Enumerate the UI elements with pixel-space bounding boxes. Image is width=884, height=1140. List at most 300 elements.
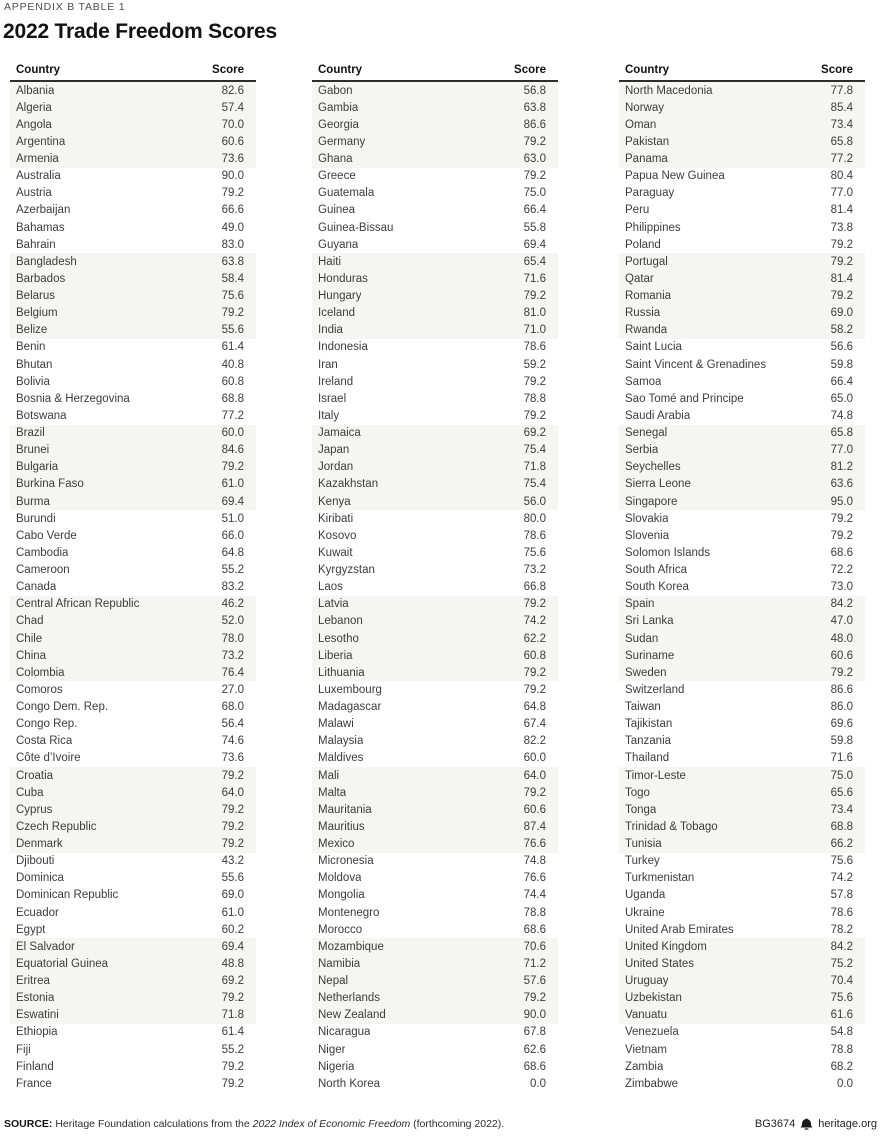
table-row [619,442,865,459]
country-cell: Ghana [318,153,353,166]
country-cell: Lithuania [318,666,365,679]
score-cell: 51.0 [221,512,244,525]
country-cell: Maldives [318,752,364,765]
table-rows [312,82,558,1092]
country-cell: Bosnia & Herzegovina [16,392,130,405]
table-row [619,407,865,424]
table-row [10,887,256,904]
table-row [312,562,558,579]
score-cell: 49.0 [221,221,244,234]
country-cell: Suriname [625,649,675,662]
country-cell: Zimbabwe [625,1077,679,1090]
score-cell: 64.0 [523,769,546,782]
table-row [312,887,558,904]
score-cell: 77.2 [830,153,853,166]
table-row [312,168,558,185]
country-cell: Bolivia [16,375,50,388]
appendix-label: APPENDIX B TABLE 1 [4,1,126,13]
table-row [619,527,865,544]
score-cell: 68.2 [830,1060,853,1073]
country-cell: Bahamas [16,221,65,234]
table-row [312,579,558,596]
country-cell: Turkey [625,855,660,868]
score-cell: 79.2 [221,1077,244,1090]
table-row [10,253,256,270]
country-cell: Kazakhstan [318,478,379,491]
table-row [619,562,865,579]
country-cell: Ireland [318,375,354,388]
country-cell: Cuba [16,786,44,799]
table-row [619,1075,865,1092]
source-note [4,1118,504,1130]
score-cell: 55.2 [221,564,244,577]
country-cell: Mongolia [318,889,365,902]
country-cell: Uganda [625,889,666,902]
score-cell: 60.0 [221,427,244,440]
table-row [10,82,256,99]
score-cell: 79.2 [221,1060,244,1073]
table-row [619,699,865,716]
table-row [10,99,256,116]
score-cell: 74.2 [830,872,853,885]
table-row [312,390,558,407]
score-cell: 57.6 [523,975,546,988]
table-row [312,733,558,750]
country-header: Country [625,64,670,76]
country-cell: Taiwan [625,701,661,714]
country-cell: Argentina [16,135,66,148]
score-cell: 56.0 [523,495,546,508]
table-row [312,99,558,116]
country-cell: Norway [625,101,664,114]
table-row [10,973,256,990]
country-cell: Togo [625,786,650,799]
country-cell: Mauritania [318,803,372,816]
score-cell: 84.2 [830,940,853,953]
table-row [312,133,558,150]
table-row [619,681,865,698]
table-row [312,185,558,202]
table-row [619,664,865,681]
score-cell: 69.4 [221,940,244,953]
table-row [10,133,256,150]
country-cell: United States [625,957,695,970]
score-cell: 75.6 [221,290,244,303]
table-row [619,630,865,647]
table-row [312,544,558,561]
score-cell: 58.4 [221,272,244,285]
score-cell: 82.6 [221,84,244,97]
country-cell: Papua New Guinea [625,170,725,183]
country-cell: Nigeria [318,1060,355,1073]
score-cell: 55.6 [221,872,244,885]
table-row [619,356,865,373]
country-cell: Guyana [318,238,359,251]
country-cell: Czech Republic [16,820,97,833]
table-row [619,904,865,921]
table-row [312,151,558,168]
country-cell: Central African Republic [16,598,140,611]
country-cell: Italy [318,409,340,422]
table-row [619,305,865,322]
country-cell: Solomon Islands [625,546,711,559]
score-cell: 63.0 [523,153,546,166]
country-cell: Fiji [16,1043,31,1056]
score-cell: 78.2 [830,923,853,936]
country-cell: Seychelles [625,461,681,474]
country-cell: Slovakia [625,512,669,525]
table-row [10,613,256,630]
score-cell: 61.4 [221,341,244,354]
country-cell: Congo Dem. Rep. [16,701,109,714]
country-cell: Lesotho [318,632,359,645]
table-row [312,305,558,322]
score-cell: 52.0 [221,615,244,628]
table-row [10,151,256,168]
score-cell: 66.0 [221,529,244,542]
country-cell: Qatar [625,272,654,285]
score-cell: 60.2 [221,923,244,936]
score-cell: 77.8 [830,84,853,97]
score-cell: 73.8 [830,221,853,234]
country-cell: Eritrea [16,975,50,988]
country-cell: Barbados [16,272,66,285]
score-cell: 77.2 [221,409,244,422]
table-row [10,339,256,356]
country-cell: Botswana [16,409,67,422]
score-cell: 78.6 [830,906,853,919]
source-label: SOURCE: [4,1118,53,1130]
score-cell: 66.2 [830,838,853,851]
score-cell: 71.8 [523,461,546,474]
country-cell: Djibouti [16,855,55,868]
score-cell: 79.2 [221,307,244,320]
country-cell: Mozambique [318,940,384,953]
country-cell: South Africa [625,564,688,577]
score-cell: 62.6 [523,1043,546,1056]
document-id: BG3674 [754,1118,796,1130]
table-column-3 [619,62,865,1092]
country-cell: Austria [16,187,52,200]
score-cell: 78.8 [830,1043,853,1056]
table-row [619,955,865,972]
score-cell: 75.6 [830,855,853,868]
site-url: heritage.org [818,1118,877,1130]
table-row [619,784,865,801]
country-cell: Guinea-Bissau [318,221,394,234]
country-cell: Tanzania [625,735,672,748]
table-row [312,801,558,818]
country-cell: Russia [625,307,661,320]
table-row [619,544,865,561]
table-row [619,973,865,990]
table-row [312,716,558,733]
score-cell: 95.0 [830,495,853,508]
score-cell: 48.0 [830,632,853,645]
score-cell: 57.8 [830,889,853,902]
country-cell: Montenegro [318,906,380,919]
country-cell: Albania [16,84,55,97]
country-cell: Honduras [318,272,368,285]
country-cell: Guatemala [318,187,375,200]
country-cell: Sudan [625,632,659,645]
score-cell: 79.2 [523,598,546,611]
table-row [619,836,865,853]
table-row [10,750,256,767]
table-row [10,716,256,733]
score-cell: 79.2 [523,290,546,303]
country-cell: Philippines [625,221,681,234]
country-cell: Mexico [318,838,355,851]
score-cell: 81.4 [830,204,853,217]
score-cell: 66.4 [523,204,546,217]
column-header-row [312,62,558,82]
score-cell: 70.4 [830,975,853,988]
table-row [10,407,256,424]
country-cell: Slovenia [625,529,670,542]
score-cell: 75.6 [830,992,853,1005]
table-row [10,870,256,887]
country-cell: Equatorial Guinea [16,957,109,970]
score-cell: 27.0 [221,683,244,696]
score-cell: 79.2 [523,135,546,148]
country-cell: Congo Rep. [16,718,78,731]
score-cell: 75.4 [523,478,546,491]
table-row [312,664,558,681]
score-cell: 71.6 [830,752,853,765]
table-row [312,356,558,373]
page-title: 2022 Trade Freedom Scores [3,20,277,43]
score-cell: 83.2 [221,581,244,594]
footer [4,1118,877,1130]
table-row [312,82,558,99]
country-cell: Morocco [318,923,363,936]
table-row [10,168,256,185]
score-cell: 68.6 [523,923,546,936]
country-cell: Saint Vincent & Grenadines [625,358,767,371]
score-cell: 63.8 [523,101,546,114]
table-row [619,647,865,664]
score-cell: 75.6 [523,546,546,559]
country-cell: Kyrgyzstan [318,564,375,577]
country-cell: Cambodia [16,546,69,559]
score-cell: 67.4 [523,718,546,731]
table-row [619,476,865,493]
country-header: Country [16,64,61,76]
country-cell: Brazil [16,427,45,440]
table-row [619,82,865,99]
score-cell: 90.0 [221,170,244,183]
table-row [312,476,558,493]
score-cell: 60.6 [221,135,244,148]
country-cell: Belarus [16,290,55,303]
table-row [619,168,865,185]
country-cell: Peru [625,204,650,217]
score-cell: 66.8 [523,581,546,594]
country-cell: Namibia [318,957,361,970]
country-cell: New Zealand [318,1009,386,1022]
table-row [312,836,558,853]
table-row [10,784,256,801]
table-row [10,579,256,596]
country-cell: South Korea [625,581,689,594]
country-cell: Colombia [16,666,65,679]
score-cell: 75.0 [830,769,853,782]
table-row [10,647,256,664]
country-cell: Benin [16,341,46,354]
table-row [619,733,865,750]
score-cell: 65.6 [830,786,853,799]
score-cell: 73.2 [523,564,546,577]
country-cell: Nepal [318,975,349,988]
table-row [312,955,558,972]
table-row [10,767,256,784]
table-row [312,647,558,664]
score-cell: 81.2 [830,461,853,474]
footer-branding [755,1118,877,1130]
score-cell: 59.2 [523,358,546,371]
table-row [619,853,865,870]
country-cell: Uzbekistan [625,992,682,1005]
score-cell: 74.2 [523,615,546,628]
country-cell: Costa Rica [16,735,73,748]
table-row [10,270,256,287]
table-row [312,1007,558,1024]
score-cell: 79.2 [523,666,546,679]
score-cell: 70.0 [221,118,244,131]
country-cell: Liberia [318,649,353,662]
score-cell: 90.0 [523,1009,546,1022]
table-row [619,990,865,1007]
country-cell: Burkina Faso [16,478,84,491]
country-cell: Japan [318,444,350,457]
table-row [312,202,558,219]
score-cell: 0.0 [837,1077,853,1090]
score-cell: 78.8 [523,392,546,405]
score-cell: 74.8 [523,855,546,868]
score-cell: 60.8 [523,649,546,662]
country-cell: Uruguay [625,975,669,988]
country-cell: Luxembourg [318,683,382,696]
country-cell: Trinidad & Tobago [625,820,718,833]
table-row [312,407,558,424]
table-row [312,938,558,955]
country-cell: Kenya [318,495,351,508]
table-row [10,185,256,202]
score-cell: 69.0 [221,889,244,902]
table-row [312,493,558,510]
country-cell: Madagascar [318,701,382,714]
country-cell: Greece [318,170,356,183]
score-cell: 63.8 [221,255,244,268]
score-cell: 69.2 [523,427,546,440]
score-cell: 64.8 [523,701,546,714]
table-row [312,973,558,990]
country-cell: United Kingdom [625,940,707,953]
score-cell: 73.2 [221,649,244,662]
country-cell: Kiribati [318,512,354,525]
table-row [10,801,256,818]
table-row [10,527,256,544]
country-cell: India [318,324,343,337]
score-cell: 79.2 [830,666,853,679]
table-row [619,1007,865,1024]
country-cell: Tonga [625,803,657,816]
score-header: Score [514,64,546,76]
score-cell: 59.8 [830,735,853,748]
table-row [619,288,865,305]
country-cell: Moldova [318,872,362,885]
table-row [312,990,558,1007]
score-cell: 86.6 [523,118,546,131]
country-cell: Armenia [16,153,59,166]
country-cell: Cyprus [16,803,53,816]
country-cell: Gabon [318,84,353,97]
table-row [619,493,865,510]
score-cell: 60.8 [221,375,244,388]
score-cell: 79.2 [830,255,853,268]
score-cell: 68.8 [830,820,853,833]
table-column-1 [10,62,256,1092]
score-cell: 84.6 [221,444,244,457]
country-cell: Haiti [318,255,342,268]
score-cell: 79.2 [221,838,244,851]
country-cell: Croatia [16,769,54,782]
country-cell: Egypt [16,923,46,936]
table-row [10,562,256,579]
table-row [10,1075,256,1092]
table-row [619,801,865,818]
country-cell: Bulgaria [16,461,59,474]
score-cell: 75.0 [523,187,546,200]
country-cell: Mauritius [318,820,365,833]
country-cell: North Macedonia [625,84,713,97]
country-cell: Ethiopia [16,1026,58,1039]
country-cell: Algeria [16,101,52,114]
table-row [10,322,256,339]
table-row [10,442,256,459]
score-cell: 0.0 [530,1077,546,1090]
table-row [312,219,558,236]
country-cell: Vanuatu [625,1009,667,1022]
country-cell: Venezuela [625,1026,679,1039]
score-cell: 69.4 [523,238,546,251]
table-row [619,253,865,270]
score-cell: 65.8 [830,135,853,148]
table-row [619,887,865,904]
country-cell: Portugal [625,255,668,268]
score-cell: 68.6 [830,546,853,559]
table-row [312,1041,558,1058]
table-row [10,390,256,407]
score-cell: 79.2 [221,820,244,833]
table-row [619,133,865,150]
table-row [312,288,558,305]
score-cell: 43.2 [221,855,244,868]
table-row [10,116,256,133]
table-row [10,288,256,305]
score-cell: 87.4 [523,820,546,833]
country-cell: Burma [16,495,50,508]
table-row [619,116,865,133]
table-row [619,1024,865,1041]
country-cell: Lebanon [318,615,363,628]
heritage-bell-icon [800,1118,813,1130]
country-cell: Micronesia [318,855,374,868]
score-cell: 72.2 [830,564,853,577]
country-cell: Samoa [625,375,662,388]
score-cell: 79.2 [221,461,244,474]
